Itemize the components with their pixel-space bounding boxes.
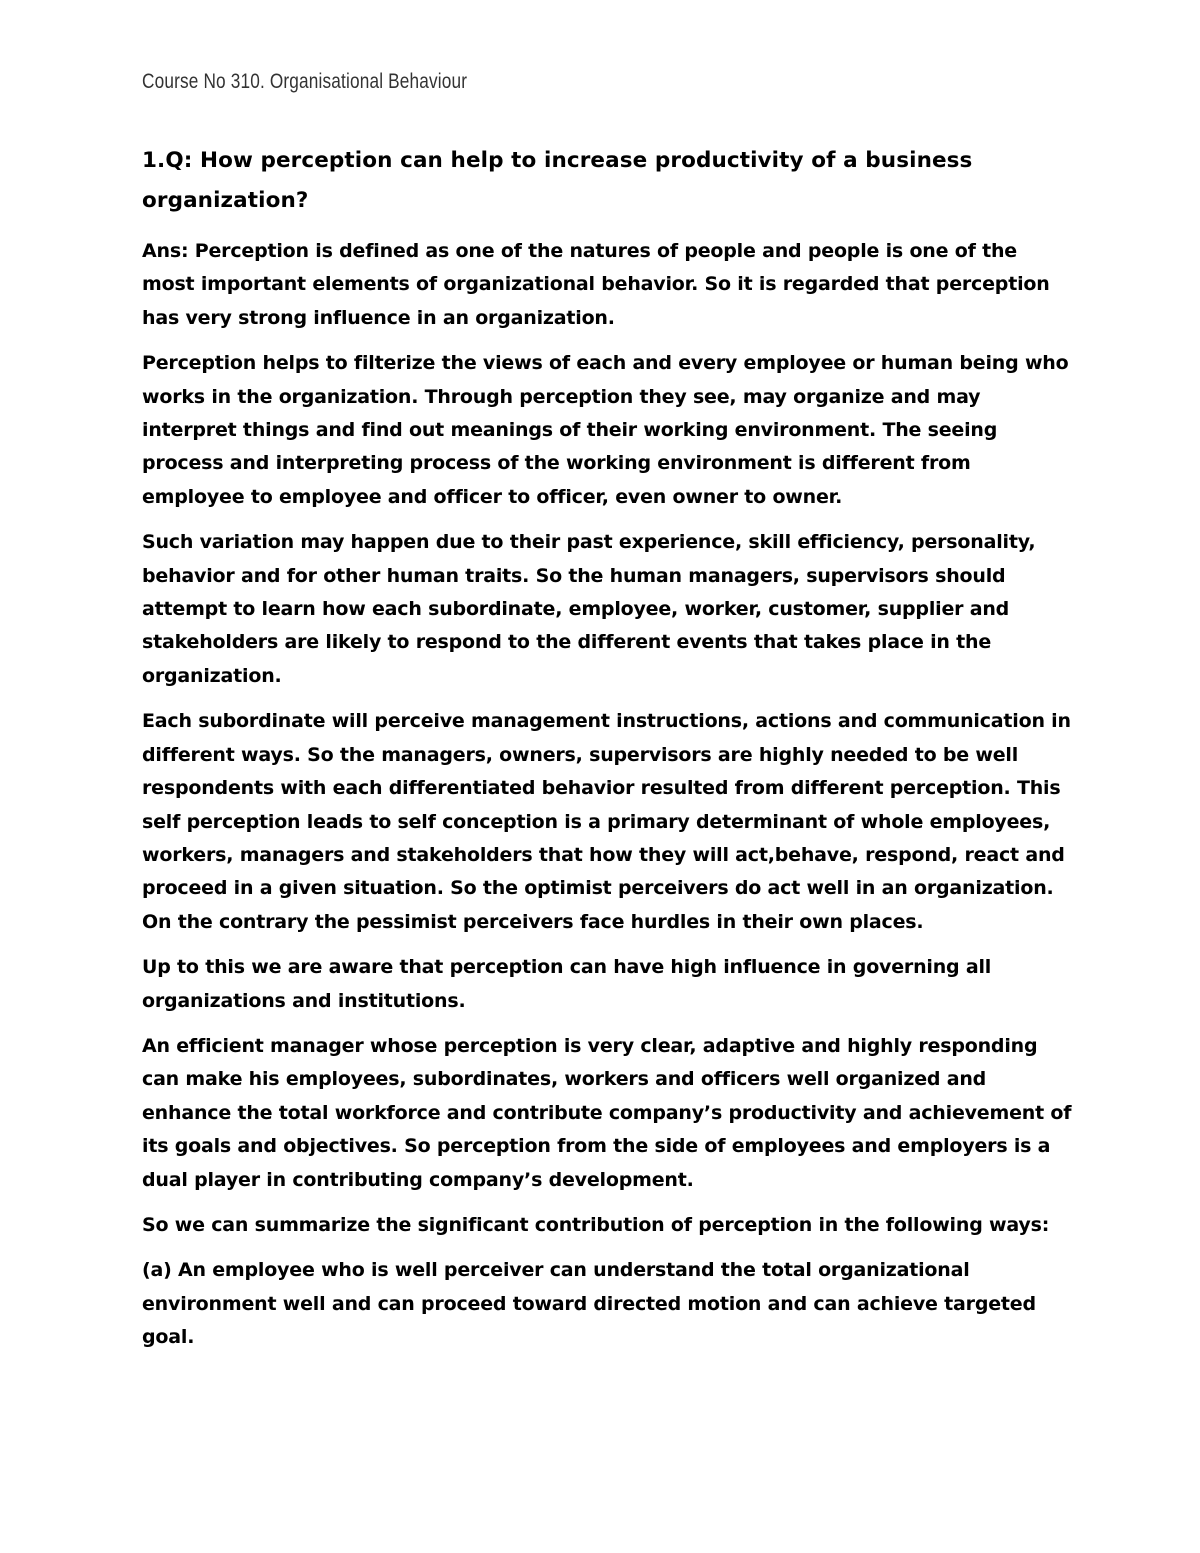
- answer-paragraph-3: Such variation may happen due to their past experience, skill efficiency, personality, behavior and for other human traits. So the human managers, supervisors should attempt to learn how each subordinate, employee, worker, customer, supplier and stakeholders are likely to respond to the different events that takes place in the organization.: [142, 531, 1036, 687]
- answer-paragraph-1: Ans: Perception is defined as one of the natures of people and people is one of the most important elements of organizational behavior. So it is regarded that perception has very strong influence in an organization.: [142, 240, 1050, 329]
- answer-paragraph-2: Perception helps to filterize the views of each and every employee or human being who works in the organization. Through perception they see, may organize and may interpret things and find out meanings of their working environment. The seeing process and interpreting process of the working environment is different from employee to employee and officer to officer, even owner to owner.: [142, 352, 1069, 508]
- answer-paragraph-4: Each subordinate will perceive management instructions, actions and communication in different ways. So the managers, owners, supervisors are highly needed to be well respondents with each differentiated behavior resulted from different perception. This self perception leads to self conception is a primary determinant of whole employees, workers, managers and stakeholders that how they will act,behave, respond, react and proceed in a given situation. So the optimist perceivers do act well in an organization. On the contrary the pessimist perceivers face hurdles in their own places.: [142, 710, 1071, 933]
- document-body: [142, 141, 1072, 1355]
- course-header: Course No 310. Organisational Behaviour: [142, 70, 468, 93]
- answer-paragraph-5: Up to this we are aware that perception can have high influence in governing all organizations and institutions.: [142, 956, 992, 1012]
- answer-paragraph-7: So we can summarize the significant contribution of perception in the following ways:: [142, 1213, 1050, 1236]
- question-heading: 1.Q: How perception can help to increase productivity of a business organization?: [142, 148, 973, 213]
- answer-paragraph-6: An efficient manager whose perception is very clear, adaptive and highly responding can make his employees, subordinates, workers and officers well organized and enhance the total workforce and contribute company’s productivity and achievement of its goals and objectives. So perception from the side of employees and employers is a dual player in contributing company’s development.: [142, 1034, 1072, 1191]
- answer-paragraph-8: (a) An employee who is well perceiver can understand the total organizational environment well and can proceed toward directed motion and can achieve targeted goal.: [142, 1259, 1036, 1349]
